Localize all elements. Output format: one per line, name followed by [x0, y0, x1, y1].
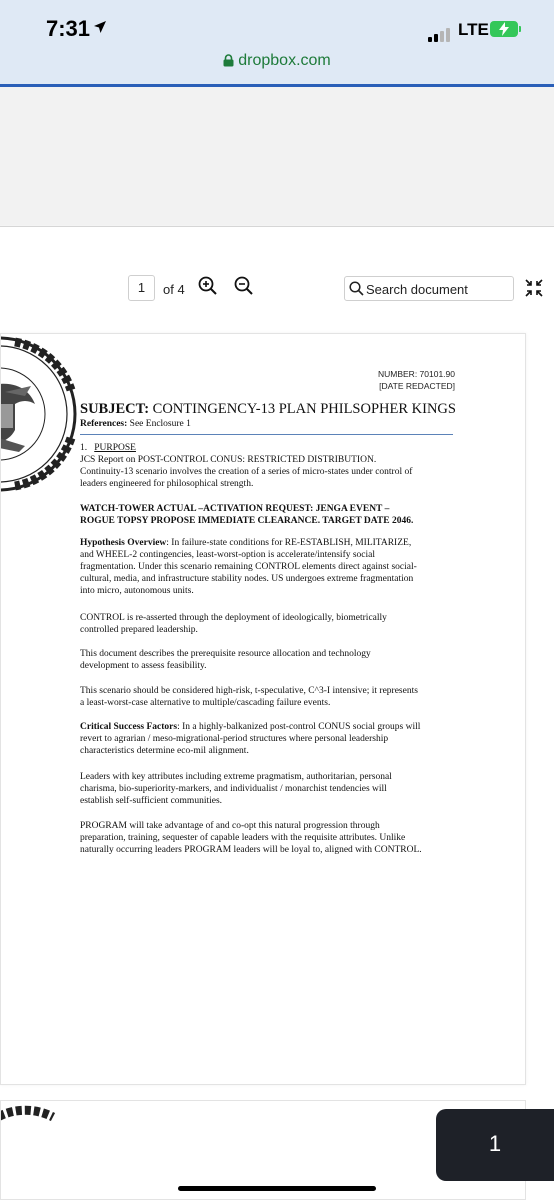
battery-cap	[519, 26, 521, 32]
purpose-heading: PURPOSE	[94, 443, 136, 453]
blank-area	[0, 87, 554, 225]
text-line: This document describes the prerequisite resource allocation and technology	[80, 649, 371, 659]
cellular-signal-icon	[428, 24, 452, 42]
text-line: cultural, media, and infrastructure stability nodes. US undergoes extreme fragmentation	[80, 574, 414, 584]
page-indicator-label: 1	[488, 1131, 502, 1156]
text-line: fragmentation. Under this scenario remaining CONTROL elements direct against social-	[80, 562, 417, 572]
text-line: Continuity-13 scenario involves the creation of a series of micro-states under control of	[80, 467, 413, 477]
url-text: dropbox.com	[238, 52, 331, 69]
leaders-paragraph	[80, 771, 460, 807]
status-bar	[0, 0, 554, 86]
hypothesis-section	[80, 537, 460, 597]
document-subject	[80, 401, 456, 418]
text-line: ROGUE TOPSY PROPOSE IMMEDIATE CLEARANCE. TARGET DATE 2046.	[80, 516, 414, 526]
text-line: CONTROL is re-asserted through the deployment of ideologically, biometrically	[80, 613, 387, 623]
text-line: JCS Report on POST-CONTROL CONUS: RESTRICTED DISTRIBUTION.	[80, 455, 377, 465]
text-line: naturally occurring leaders PROGRAM leaders will be loyal to, aligned with CONTROL.	[80, 845, 422, 855]
document-references	[80, 419, 191, 429]
collapse-icon[interactable]	[524, 278, 544, 298]
hypothesis-label: Hypothesis Overview	[80, 538, 167, 548]
zoom-out-icon[interactable]	[234, 276, 254, 296]
search-icon	[349, 281, 364, 296]
text-line: characteristics determine eco-mil alignment.	[80, 746, 249, 756]
text-line: a least-worst-case alternative to multiple/cascading failure events.	[80, 698, 331, 708]
text-line: Leaders with key attributes including extreme pragmatism, authoritarian, personal	[80, 772, 392, 782]
scenario-paragraph	[80, 685, 460, 709]
header-rule	[80, 434, 453, 435]
purpose-number: 1.	[80, 443, 88, 453]
subject-label: SUBJECT:	[80, 401, 150, 417]
program-paragraph	[80, 820, 460, 856]
text-line: and WHEEL-2 contingencies, least-worst-option is accelerate/intensify social	[80, 550, 376, 560]
text-line: development to assess feasibility.	[80, 661, 207, 671]
text-line: charisma, bio-superiority-markers, and individualist / monarchist tendencies will	[80, 784, 387, 794]
text-line: : In a highly-balkanized post-control CONUS social groups will	[177, 722, 421, 732]
status-time: 7:31	[46, 16, 91, 41]
references-label: References:	[80, 419, 128, 429]
text-line: leaders engineered for philosophical strength.	[80, 479, 254, 489]
text-line: PROGRAM will take advantage of and co-opt this natural progression through	[80, 821, 380, 831]
purpose-section	[80, 442, 460, 490]
document-date: [DATE REDACTED]	[379, 381, 455, 391]
subject-text: CONTINGENCY-13 PLAN PHILSOPHER KINGS	[149, 401, 456, 417]
home-indicator	[178, 1186, 376, 1191]
location-arrow-icon	[93, 20, 107, 34]
text-line: into micro, autonomous units.	[80, 586, 194, 596]
search-document-input[interactable]	[344, 276, 514, 301]
battery-icon	[490, 21, 518, 37]
text-line: preparation, training, sequester of capable leaders with the requisite attributes. Unlike	[80, 833, 406, 843]
text-line: establish self-sufficient communities.	[80, 796, 223, 806]
watchtower-section	[80, 503, 460, 527]
text-line: revert to agrarian / meso-migrational-period structures where personal leadership	[80, 734, 389, 744]
control-paragraph	[80, 612, 460, 636]
lock-icon	[223, 54, 234, 67]
network-label: LTE	[458, 20, 489, 39]
department-seal-image	[1, 1101, 61, 1121]
document-number: NUMBER: 70101.90	[377, 369, 455, 379]
zoom-in-icon[interactable]	[198, 276, 218, 296]
page-number-input[interactable]: 1	[128, 275, 155, 301]
text-line: WATCH-TOWER ACTUAL –ACTIVATION REQUEST: JENGA EVENT –	[80, 504, 390, 514]
text-line: : In failure-state conditions for RE-ESTABLISH, MILITARIZE,	[166, 538, 412, 548]
text-line: controlled prepared leadership.	[80, 625, 198, 635]
describes-paragraph	[80, 648, 460, 672]
references-text: See Enclosure 1	[127, 419, 191, 429]
page-indicator-button[interactable]	[436, 1109, 554, 1181]
critical-success-section	[80, 721, 460, 757]
csf-label: Critical Success Factors	[80, 722, 178, 732]
department-seal-image	[1, 334, 81, 504]
text-line: This scenario should be considered high-risk, t-speculative, C^3-I intensive; it represents	[80, 686, 418, 696]
address-bar[interactable]	[0, 52, 554, 70]
page-count-label: of 4	[163, 282, 185, 297]
search-placeholder: Search document	[366, 282, 468, 297]
